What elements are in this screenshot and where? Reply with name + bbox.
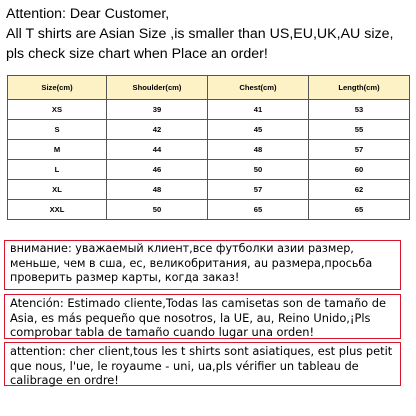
length-cell: 62	[309, 180, 410, 200]
length-cell: 55	[309, 120, 410, 140]
size-cell: XL	[8, 180, 107, 200]
table-row	[8, 120, 410, 140]
size-cell: XXL	[8, 200, 107, 220]
header-size: Size(cm)	[8, 76, 107, 100]
intro-line-2: All T shirts are Asian Size ,is smaller than US,EU,UK,AU size,	[6, 26, 394, 42]
intro-line-1: Attention: Dear Customer,	[6, 6, 170, 22]
notice-spanish: Atención: Estimado cliente,Todas las camisetas son de tamaño de Asia, es más pequeño que nosotros, la UE, au, Reino Unido,¡Pls comprobar tabla de tamaño cuando lugar una orden!	[4, 294, 401, 339]
shoulder-cell: 50	[107, 200, 208, 220]
table-row	[8, 140, 410, 160]
size-chart-header-row	[8, 76, 410, 100]
size-cell: XS	[8, 100, 107, 120]
size-cell: L	[8, 160, 107, 180]
chest-cell: 48	[208, 140, 309, 160]
shoulder-cell: 39	[107, 100, 208, 120]
chest-cell: 57	[208, 180, 309, 200]
table-row	[8, 180, 410, 200]
size-cell: M	[8, 140, 107, 160]
length-cell: 60	[309, 160, 410, 180]
notice-russian: внимание: уважаемый клиент,все футболки азии размер, меньше, чем в сша, ес, великобритания, au размера,просьба проверить размер карты, когда заказ!	[4, 240, 401, 290]
shoulder-cell: 42	[107, 120, 208, 140]
size-cell: S	[8, 120, 107, 140]
intro-text	[6, 4, 412, 64]
shoulder-cell: 44	[107, 140, 208, 160]
table-row	[8, 100, 410, 120]
header-length: Length(cm)	[309, 76, 410, 100]
length-cell: 65	[309, 200, 410, 220]
chest-cell: 65	[208, 200, 309, 220]
length-cell: 57	[309, 140, 410, 160]
header-shoulder: Shoulder(cm)	[107, 76, 208, 100]
chest-cell: 50	[208, 160, 309, 180]
header-chest: Chest(cm)	[208, 76, 309, 100]
table-row	[8, 200, 410, 220]
table-row	[8, 160, 410, 180]
size-chart-table	[7, 75, 410, 220]
intro-line-3: pls check size chart when Place an order!	[6, 46, 268, 62]
notice-french: attention: cher client,tous les t shirts sont asiatiques, est plus petit que nous, l'ue, le royaume - uni, ua,pls vérifier un tableau de calibrage en ordre!	[4, 342, 401, 386]
chest-cell: 45	[208, 120, 309, 140]
shoulder-cell: 46	[107, 160, 208, 180]
shoulder-cell: 48	[107, 180, 208, 200]
chest-cell: 41	[208, 100, 309, 120]
length-cell: 53	[309, 100, 410, 120]
